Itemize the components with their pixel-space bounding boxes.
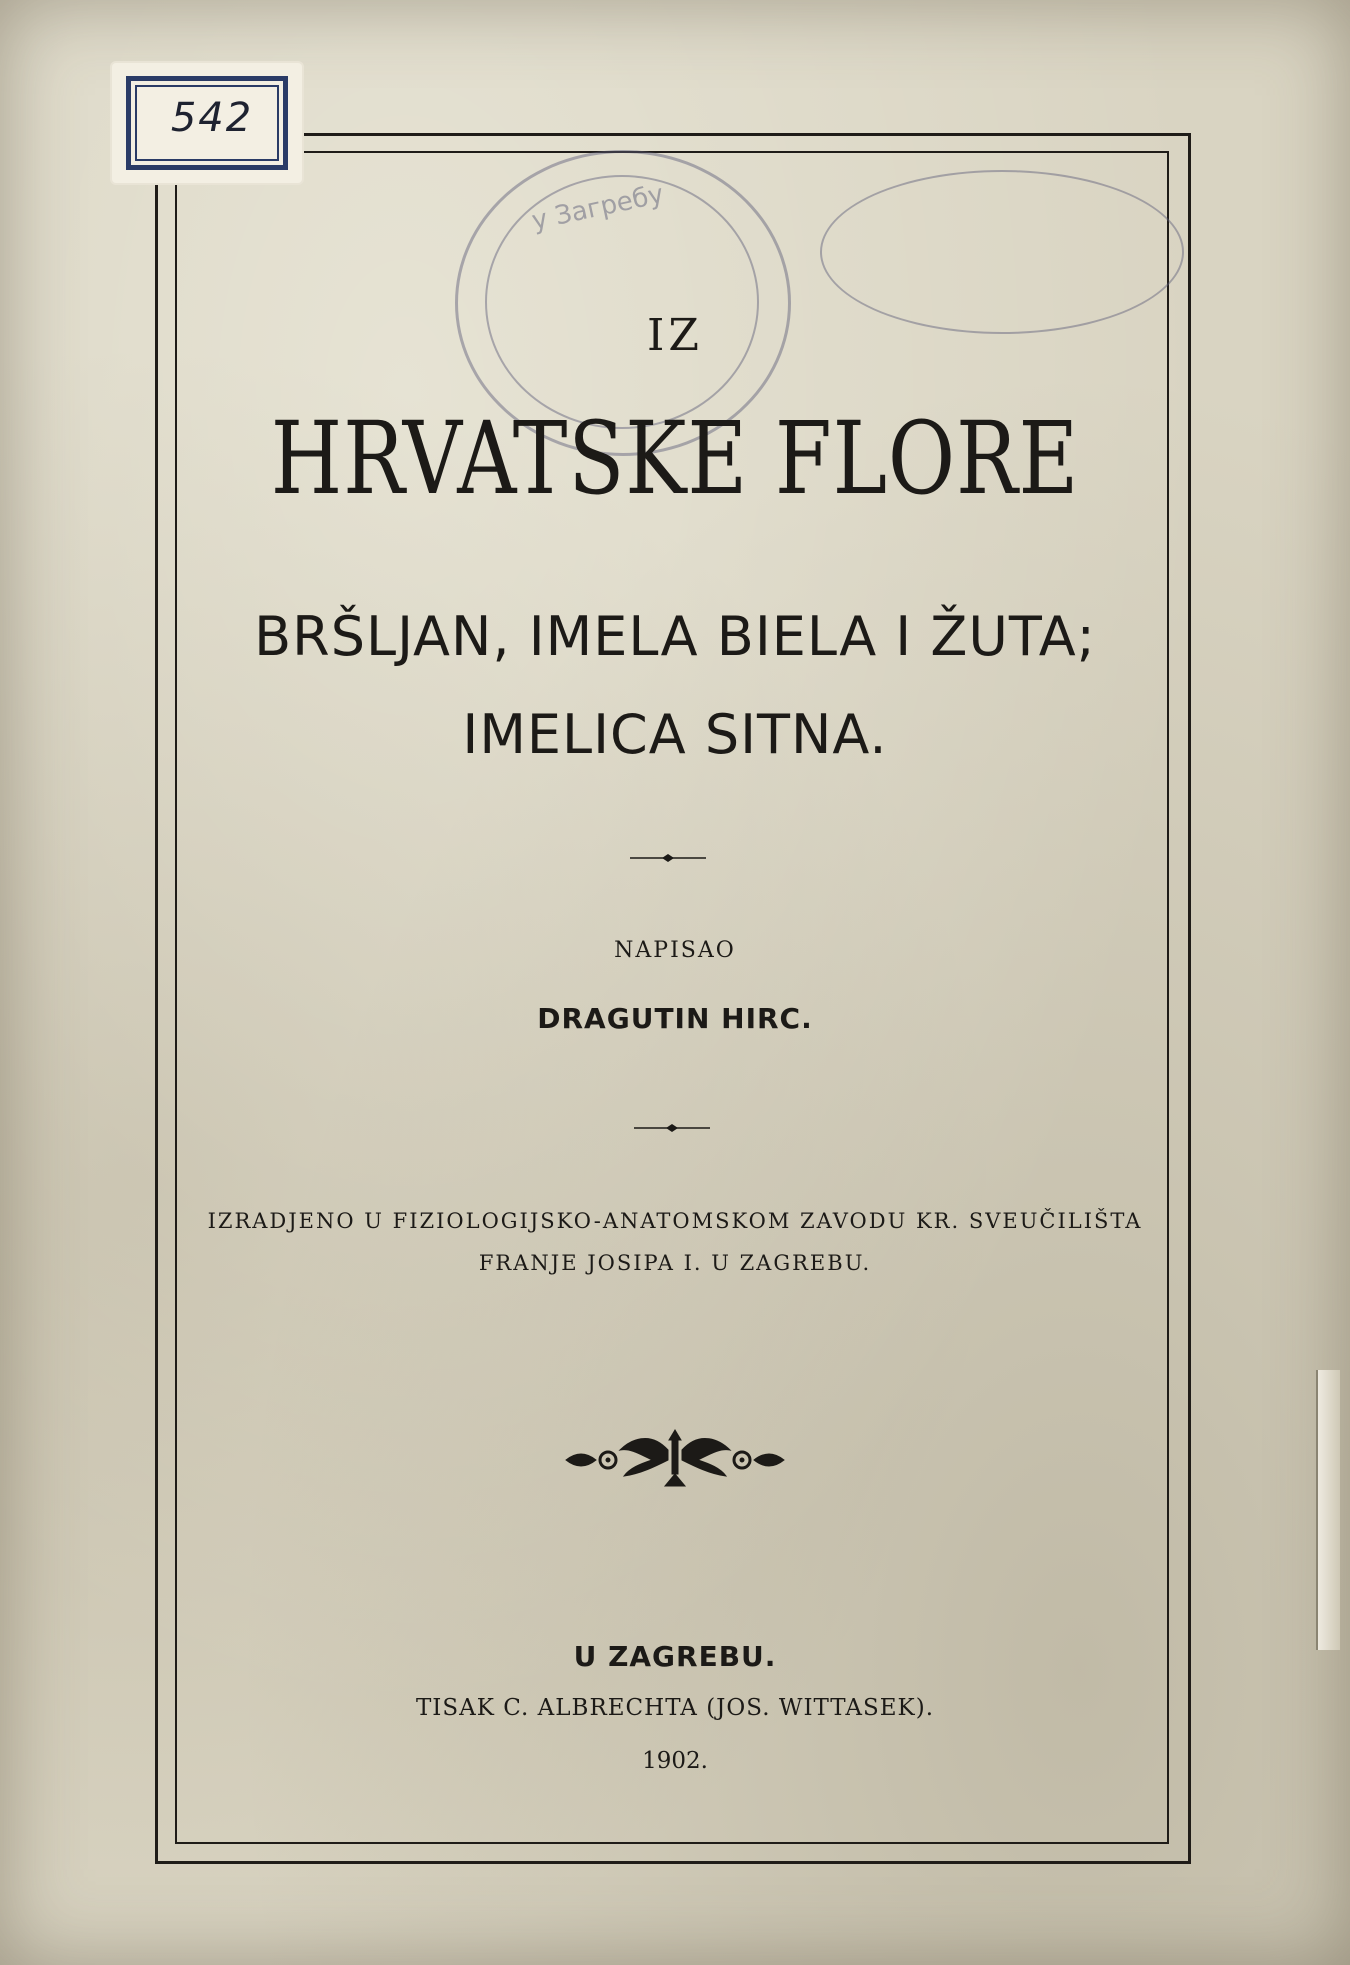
imprint-place: U ZAGREBU. xyxy=(573,1640,777,1673)
imprint-printer: TISAK C. ALBRECHTA (JOS. WITTASEK). xyxy=(415,1695,935,1721)
byline-label: NAPISAO xyxy=(614,938,736,963)
author-name: DRAGUTIN HIRC. xyxy=(537,1002,813,1035)
title-prefix: IZ xyxy=(647,310,703,361)
subtitle-line-1: BRŠLJAN, IMELA BIELA I ŽUTA; xyxy=(254,605,1096,668)
divider-rule-top xyxy=(628,852,708,864)
institution-line-1: IZRADJENO U FIZIOLOGIJSKO-ANATOMSKOM ZAVODU KR. SVEUČILIŠTA xyxy=(207,1209,1143,1233)
shelf-label-number: 542 xyxy=(170,95,254,141)
imprint-year: 1902. xyxy=(642,1748,708,1774)
subtitle-line-2: IMELICA SITNA. xyxy=(462,703,888,766)
floral-ornament-icon xyxy=(560,1420,790,1490)
torn-spine-edge xyxy=(1316,1370,1340,1650)
institution-line-2: FRANJE JOSIPA I. U ZAGREBU. xyxy=(478,1251,872,1275)
divider-rule-middle xyxy=(632,1122,712,1134)
shelf-label xyxy=(112,63,302,183)
main-title: HRVATSKE FLORE xyxy=(270,400,1080,517)
library-stamp-text: у Загребу xyxy=(529,179,667,237)
